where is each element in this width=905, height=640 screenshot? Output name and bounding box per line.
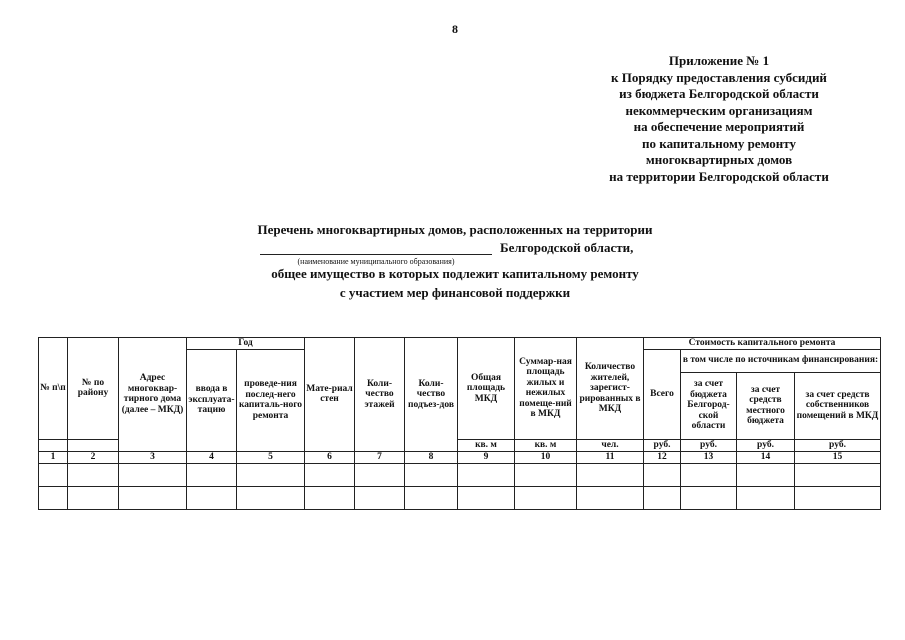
table-cell: [237, 486, 305, 509]
appendix-line: многоквартирных домов: [645, 152, 793, 167]
table-cell: [458, 486, 515, 509]
header-year-group: Год: [187, 338, 305, 350]
table-row: [39, 463, 881, 486]
table-cell: [644, 486, 681, 509]
header-local-budget: за счет средств местного бюджета: [737, 372, 795, 439]
table-cell: [119, 486, 187, 509]
table-cell: [39, 486, 68, 509]
table-cell: [237, 463, 305, 486]
document-title-line1: Перечень многоквартирных домов, расположенных на территории: [257, 222, 653, 237]
column-number: 11: [577, 451, 644, 463]
table-cell: [458, 463, 515, 486]
header-sources-group: в том числе по источникам финансирования:: [681, 349, 881, 372]
table-cell: [68, 486, 119, 509]
table-cell: [737, 486, 795, 509]
column-number: 8: [405, 451, 458, 463]
document-title-line4: с участием мер финансовой поддержки: [339, 285, 571, 300]
header-num: № п\п: [39, 338, 68, 440]
table-cell: [515, 486, 577, 509]
header-cost-group: Стоимость капитального ремонта: [644, 338, 881, 350]
column-number: 2: [68, 451, 119, 463]
table-cell: [515, 463, 577, 486]
table-cell: [187, 486, 237, 509]
houses-table: [38, 337, 881, 510]
column-number: 5: [237, 451, 305, 463]
document-title-line2-row: [260, 240, 670, 258]
header-entrances: Коли-чество подъез-дов: [405, 338, 458, 452]
table-cell: [795, 463, 881, 486]
header-year-last-repair: проведе-ния послед-него капиталь-ного ремонта: [237, 349, 305, 451]
header-district-num: № по району: [68, 338, 119, 440]
column-number: 14: [737, 451, 795, 463]
table-cell: [405, 463, 458, 486]
page-number: 8: [452, 22, 458, 36]
table-row: [39, 486, 881, 509]
unit-total: руб.: [644, 439, 681, 451]
header-owners-funds: за счет средств собственников помещений в МКД: [795, 372, 881, 439]
column-number: 15: [795, 451, 881, 463]
column-number: 1: [39, 451, 68, 463]
unit-cell: [68, 439, 119, 451]
table-cell: [737, 463, 795, 486]
appendix-line: из бюджета Белгородской области: [619, 86, 819, 101]
unit-residents: чел.: [577, 439, 644, 451]
header-total-area: Общая площадь МКД: [458, 338, 515, 440]
column-number: 4: [187, 451, 237, 463]
column-number: 13: [681, 451, 737, 463]
table-cell: [355, 463, 405, 486]
appendix-line: на обеспечение мероприятий: [633, 119, 805, 134]
unit-cell: [39, 439, 68, 451]
table-cell: [681, 463, 737, 486]
document-title-line2: Белгородской области,: [500, 240, 634, 255]
unit-total-area: кв. м: [458, 439, 515, 451]
header-regional-budget: за счет бюджета Белгород-ской области: [681, 372, 737, 439]
table-cell: [305, 486, 355, 509]
header-living-area: Суммар-ная площадь жилых и нежилых помеще-ний в МКД: [515, 338, 577, 440]
appendix-line: на территории Белгородской области: [609, 168, 829, 184]
unit-owners-funds: руб.: [795, 439, 881, 451]
column-number: 10: [515, 451, 577, 463]
header-total: Всего: [644, 349, 681, 439]
header-year-commission: ввода в эксплуата-тацию: [187, 349, 237, 451]
column-number: 9: [458, 451, 515, 463]
unit-regional-budget: руб.: [681, 439, 737, 451]
column-number: 6: [305, 451, 355, 463]
header-residents: Количество жителей, зарегист-рированных в МКД: [577, 338, 644, 440]
appendix-line: по капитальному ремонту: [642, 135, 796, 151]
table-cell: [577, 463, 644, 486]
appendix-line: Приложение № 1: [668, 53, 770, 68]
header-floors: Коли-чество этажей: [355, 338, 405, 452]
appendix-line: некоммерческим организациям: [625, 102, 813, 118]
table-cell: [119, 463, 187, 486]
appendix-line: к Порядку предоставления субсидий: [611, 69, 827, 85]
municipality-caption: (наименование муниципального образования): [297, 257, 455, 266]
table-cell: [187, 463, 237, 486]
table-cell: [39, 463, 68, 486]
table-cell: [681, 486, 737, 509]
document-title-line3: общее имущество в которых подлежит капитальному ремонту: [271, 266, 639, 281]
table-cell: [795, 486, 881, 509]
column-number: 3: [119, 451, 187, 463]
table-cell: [68, 463, 119, 486]
table-cell: [405, 486, 458, 509]
unit-living-area: кв. м: [515, 439, 577, 451]
municipality-blank-line: [260, 254, 492, 255]
column-number: 12: [644, 451, 681, 463]
appendix-heading: [559, 53, 879, 185]
header-wall-material: Матe-риал стен: [305, 338, 355, 452]
table-cell: [644, 463, 681, 486]
table-cell: [305, 463, 355, 486]
column-number: 7: [355, 451, 405, 463]
table-cell: [355, 486, 405, 509]
header-address: Адрес многоквар-тирного дома (далее – МКД): [119, 338, 187, 452]
unit-local-budget: руб.: [737, 439, 795, 451]
table-cell: [577, 486, 644, 509]
